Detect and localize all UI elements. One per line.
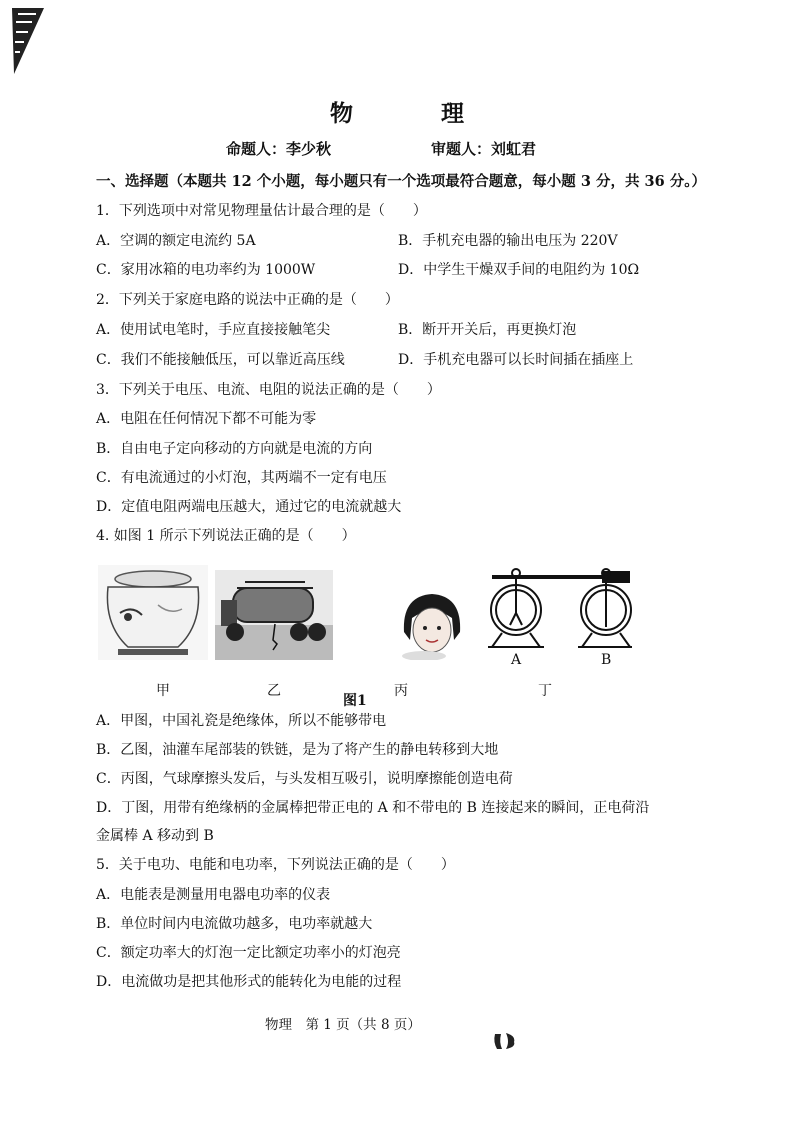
oil-tanker-truck-image bbox=[215, 570, 333, 660]
question-1-stem: 1．下列选项中对常见物理量估计最合理的是（ ） bbox=[96, 203, 427, 219]
question-5-option-b: B．单位时间内电流做功越多，电功率就越大 bbox=[96, 916, 373, 932]
question-5-option-d: D．电流做功是把其他形式的能转化为电能的过程 bbox=[96, 974, 402, 990]
question-3-option-d: D．定值电阻两端电压越大，通过它的电流就越大 bbox=[96, 499, 402, 515]
section-heading: 一、选择题（本题共 12 个小题，每小题只有一个选项最符合题意，每小题 3 分，共 36 分。） bbox=[96, 173, 706, 190]
question-2-option-b: B．断开开关后，再更换灯泡 bbox=[398, 322, 577, 338]
question-2-option-a: A．使用试电笔时，手应直接接触笔尖 bbox=[96, 322, 331, 338]
page-title: 物 理 bbox=[329, 100, 504, 127]
question-5-option-c: C．额定功率大的灯泡一定比额定功率小的灯泡亮 bbox=[96, 945, 401, 961]
figure-caption: 图1 bbox=[343, 693, 367, 709]
question-4-option-c: C．丙图，气球摩擦头发后，与头发相互吸引，说明摩擦能创造电荷 bbox=[96, 771, 513, 787]
question-3-option-c: C．有电流通过的小灯泡，其两端不一定有电压 bbox=[96, 470, 387, 486]
question-5-option-a: A．电能表是测量用电器电功率的仪表 bbox=[96, 887, 331, 903]
figure-label-yi: 乙 bbox=[267, 683, 281, 699]
question-3-stem: 3．下列关于电压、电流、电阻的说法正确的是（ ） bbox=[96, 382, 441, 398]
question-2-stem: 2．下列关于家庭电路的说法中正确的是（ ） bbox=[96, 292, 399, 308]
question-4-option-d-continued: 金属棒 A 移动到 B bbox=[96, 828, 214, 844]
question-5-stem: 5．关于电功、电能和电功率，下列说法正确的是（ ） bbox=[96, 857, 455, 873]
question-4-option-a: A．甲图，中国礼瓷是绝缘体，所以不能够带电 bbox=[96, 713, 387, 729]
question-4-option-d: D．丁图，用带有绝缘柄的金属棒把带正电的 A 和不带电的 B 连接起来的瞬间，正电荷沿 bbox=[96, 800, 650, 816]
question-2-option-c: C．我们不能接触低压，可以靠近高压线 bbox=[96, 352, 345, 368]
binding-mark-icon bbox=[10, 6, 46, 76]
porcelain-vase-image bbox=[98, 565, 208, 660]
electroscope-label-b: B bbox=[601, 652, 612, 668]
electroscopes-diagram bbox=[482, 565, 632, 660]
figure-label-jia: 甲 bbox=[156, 683, 170, 699]
question-4-stem: 4. 如图 1 所示下列说法正确的是（ ） bbox=[96, 528, 356, 544]
figure-label-bing: 丙 bbox=[394, 683, 408, 699]
question-setter: 命题人：李少秋 bbox=[226, 140, 332, 158]
question-4-option-b: B．乙图，油灌车尾部装的铁链，是为了将产生的静电转移到大地 bbox=[96, 742, 499, 758]
question-3-option-b: B．自由电子定向移动的方向就是电流的方向 bbox=[96, 441, 373, 457]
question-1-option-a: A．空调的额定电流约 5A bbox=[96, 233, 256, 249]
scan-mark-icon bbox=[492, 1030, 518, 1052]
electroscope-label-a: A bbox=[511, 652, 522, 668]
question-1-option-c: C．家用冰箱的电功率约为 1000W bbox=[96, 262, 316, 278]
figure-label-ding: 丁 bbox=[538, 683, 552, 699]
question-1-option-d: D．中学生干燥双手间的电阻约为 10Ω bbox=[398, 262, 640, 278]
question-1-option-b: B．手机充电器的输出电压为 220V bbox=[398, 233, 618, 249]
girl-with-balloon-image bbox=[396, 588, 468, 660]
question-reviewer: 审题人：刘虹君 bbox=[431, 140, 537, 158]
question-2-option-d: D．手机充电器可以长时间插在插座上 bbox=[398, 352, 634, 368]
page-footer: 物理 第 1 页（共 8 页） bbox=[265, 1017, 421, 1033]
question-3-option-a: A．电阻在任何情况下都不可能为零 bbox=[96, 411, 317, 427]
